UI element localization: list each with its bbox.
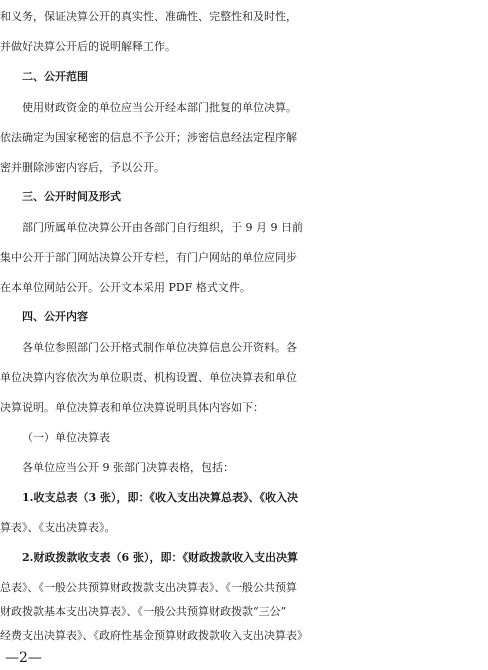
paragraph-line: 和义务，保证决算公开的真实性、准确性、完整性和及时性， (0, 10, 297, 23)
paragraph-line: 在本单位网站公开。公开文本采用 PDF 格式文件。 (0, 281, 251, 294)
paragraph-line: 依法确定为国家秘密的信息不予公开；涉密信息经法定程序解 (0, 131, 297, 144)
paragraph-line: 各单位应当公开 9 张部门决算表格，包括： (22, 461, 234, 474)
list-item-line: 2.财政拨款收支表（6 张），即：《财政拨款收入支出决算 (22, 551, 298, 564)
list-item-line: 财政拨款基本支出决算表》、《一般公共预算财政拨款“三公” (0, 605, 287, 618)
list-item-line: 1.收支总表（3 张），即：《收入支出决算总表》、《收入决 (22, 491, 298, 504)
list-item-line: 算表》、《支出决算表》。 (0, 521, 116, 534)
paragraph-line: 单位决算内容依次为单位职责、机构设置、单位决算表和单位 (0, 371, 297, 384)
section-heading-time-form: 三、公开时间及形式 (22, 190, 121, 203)
paragraph-line: 各单位参照部门公开格式制作单位决算信息公开资料。各 (22, 341, 297, 354)
list-item-line: 经费支出决算表》、《政府性基金预算财政拨款收入支出决算表》 (0, 629, 308, 642)
paragraph-line: 集中公开于部门网站决算公开专栏，有门户网站的单位应同步 (0, 251, 297, 264)
paragraph-line: 并做好决算公开后的说明解释工作。 (0, 40, 176, 53)
section-heading-content: 四、公开内容 (22, 310, 88, 323)
paragraph-line: 密并删除涉密内容后，予以公开。 (0, 161, 165, 174)
paragraph-line: 使用财政资金的单位应当公开经本部门批复的单位决算。 (22, 101, 297, 114)
page-number: —2— (5, 650, 42, 666)
paragraph-line: 部门所属单位决算公开由各部门自行组织，于 9 月 9 日前 (22, 221, 303, 234)
section-heading-scope: 二、公开范围 (22, 70, 88, 83)
subsection-heading: （一）单位决算表 (22, 431, 110, 444)
list-item-line: 总表》、《一般公共预算财政拨款支出决算表》、《一般公共预算 (0, 581, 297, 594)
paragraph-line: 决算说明。单位决算表和单位决算说明具体内容如下： (0, 401, 264, 414)
